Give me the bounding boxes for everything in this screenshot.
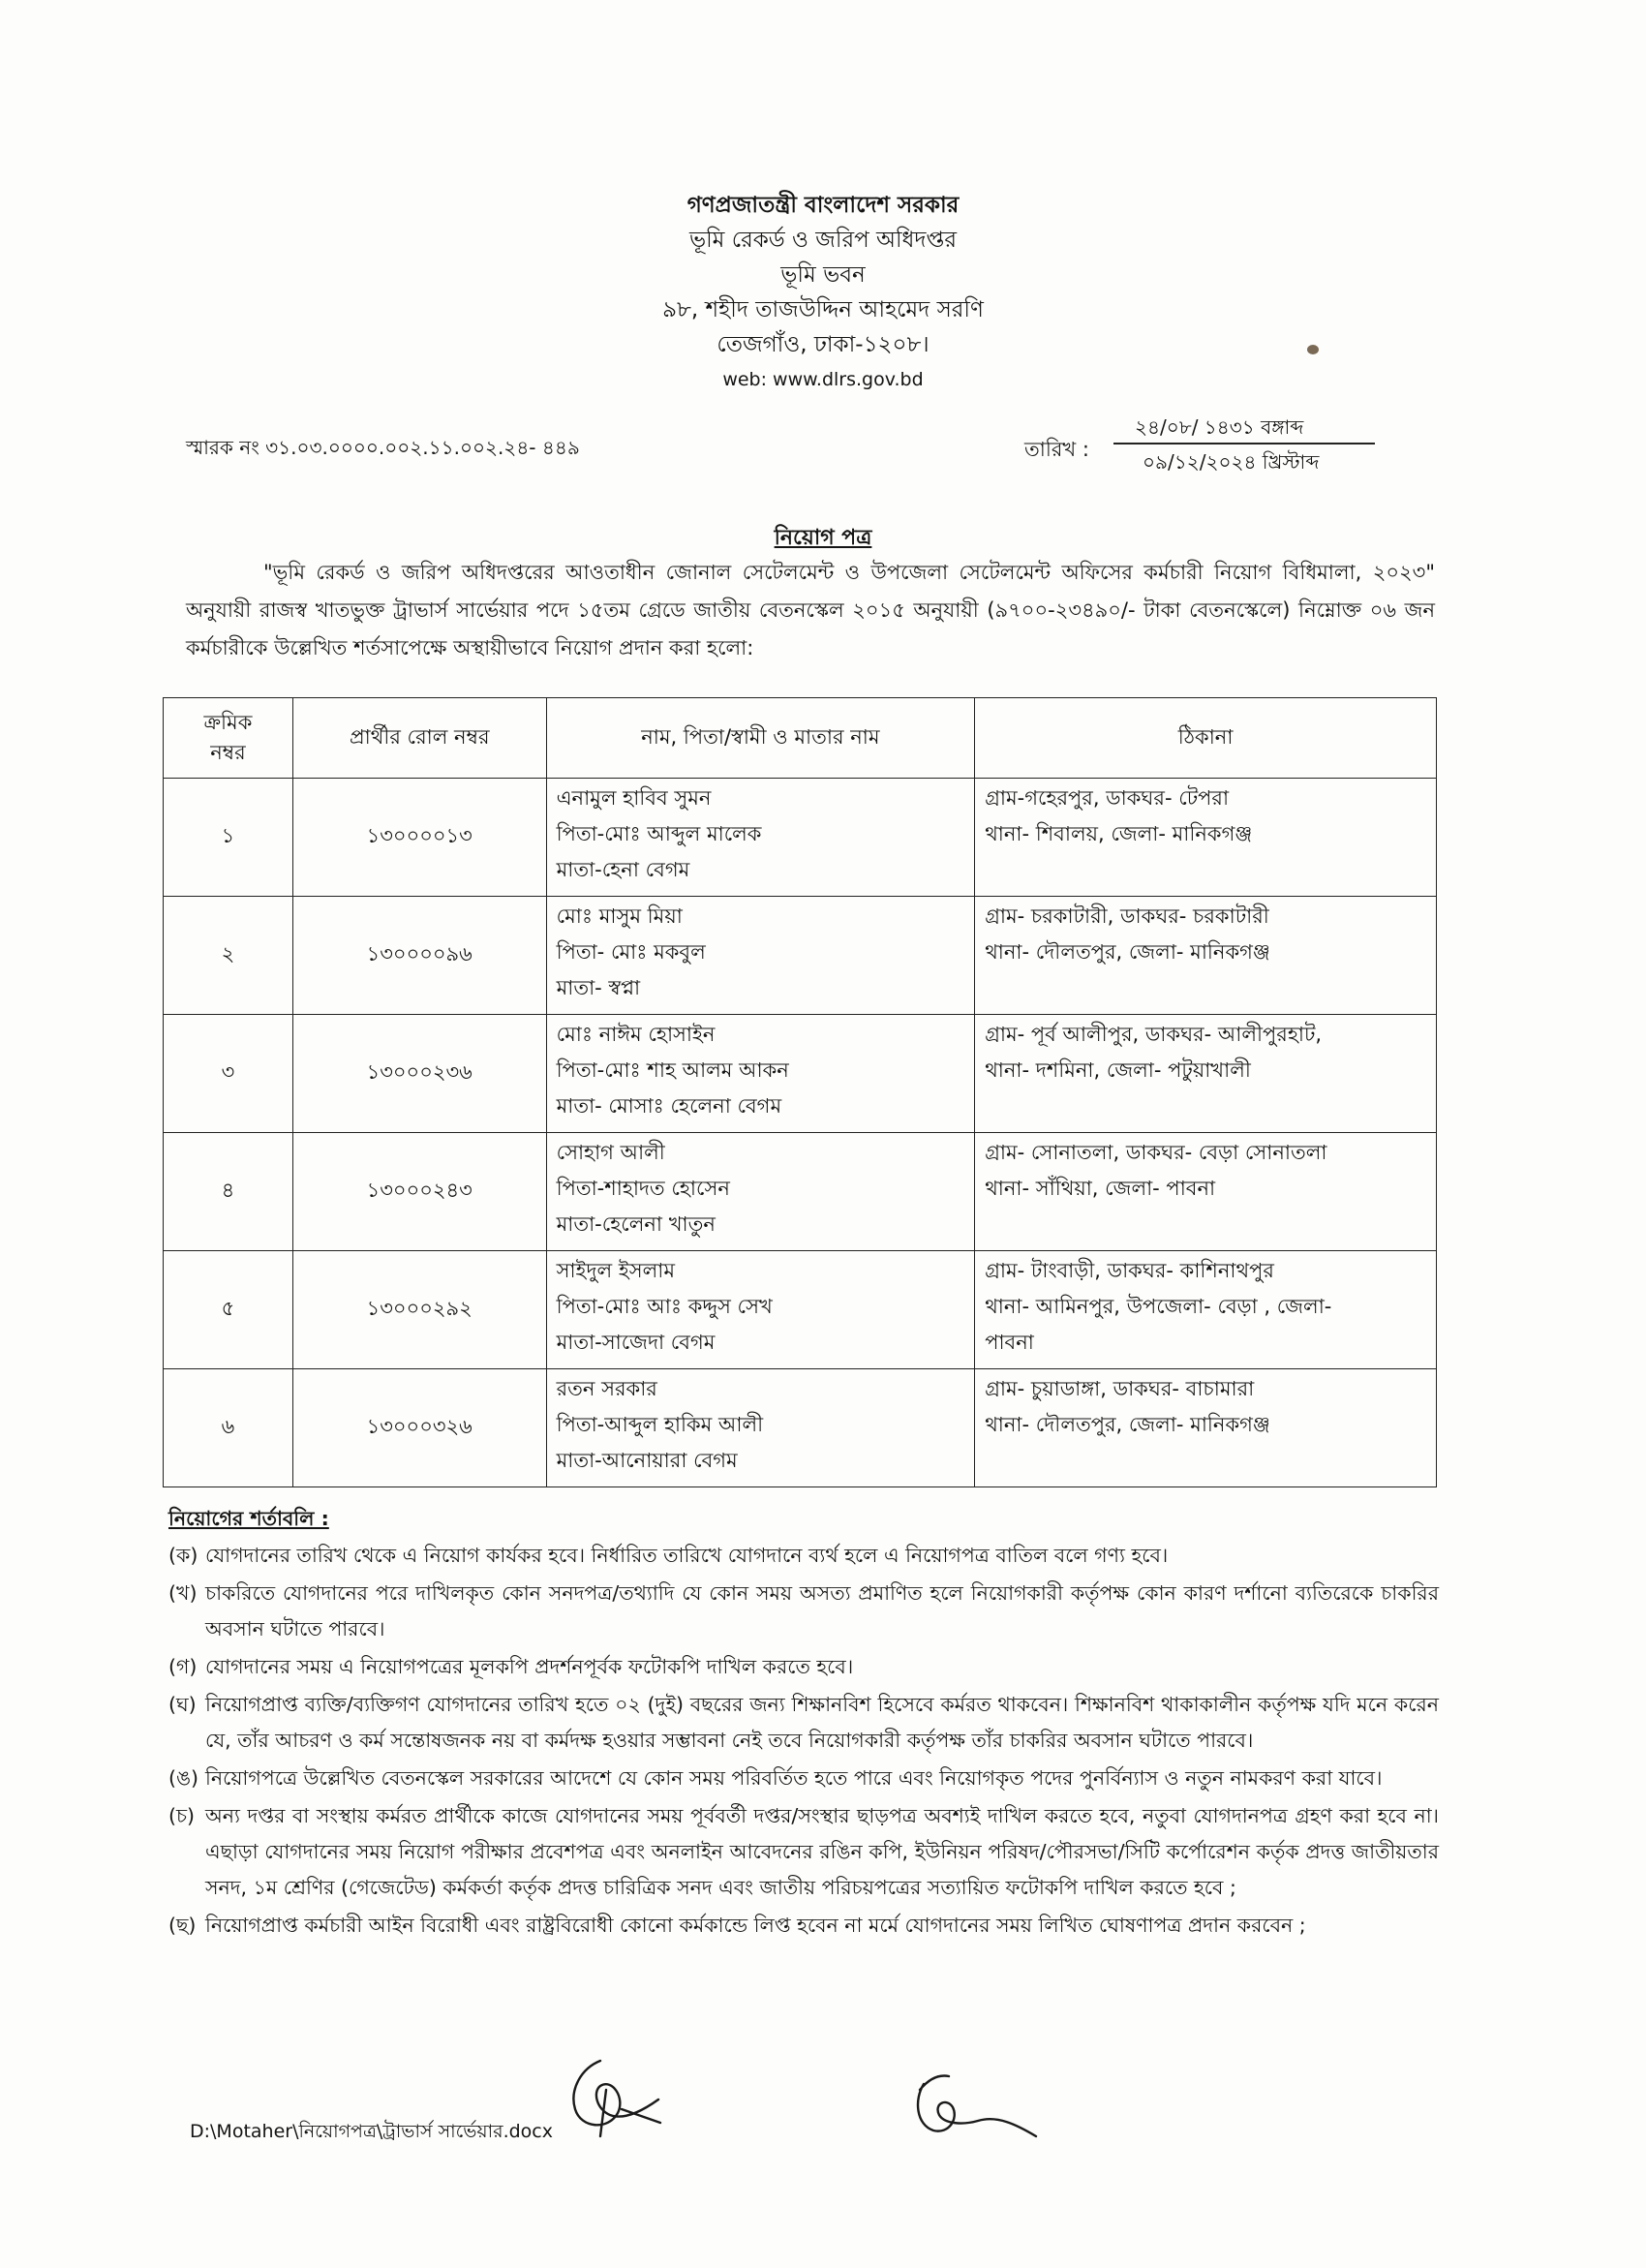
term-label: (খ): [168, 1581, 198, 1605]
address-line: থানা- সাঁথিয়া, জেলা- পাবনা: [985, 1177, 1216, 1200]
serial-cell: ৪: [164, 1133, 293, 1251]
name-line: মাতা-হেনা বেগম: [556, 858, 690, 881]
name-line: সাইদুল ইসলাম: [556, 1259, 676, 1282]
table-row: [164, 779, 1437, 897]
memo-reference: স্মারক নং ৩১.০৩.০০০০.০০২.১১.০০২.২৪- ৪৪৯: [186, 436, 580, 459]
file-path: D:\Motaher\নিয়োগপত্র\ট্রাভার্স সার্ভেয়ার.docx: [190, 2121, 553, 2142]
address-line: থানা- শিবালয়, জেলা- মানিকগঞ্জ: [985, 822, 1253, 845]
roll-cell: ১৩০০০০৯৬: [292, 897, 546, 1015]
header-name: নাম, পিতা/স্বামী ও মাতার নাম: [546, 698, 975, 779]
address-line: গ্রাম-গহেরপুর, ডাকঘর- টেপরা: [985, 786, 1230, 810]
address-line: থানা- দশমিনা, জেলা- পটুয়াখালী: [985, 1058, 1251, 1082]
department-name: ভূমি রেকর্ড ও জরিপ অধিদপ্তর: [688, 228, 958, 253]
government-name: গণপ্রজাতন্ত্রী বাংলাদেশ সরকার: [686, 193, 960, 218]
term-item: [168, 1576, 1439, 1647]
address-cell: [975, 1369, 1437, 1487]
name-line: পিতা-শাহাদত হোসেন: [556, 1177, 730, 1200]
term-text: চাকরিতে যোগদানের পরে দাখিলকৃত কোন সনদপত্র/তথ্যাদি যে কোন সময় অসত্য প্রমাণিত হলে নিয়োগকারী কর্তৃপক্ষ কোন কারণ দর্শানো ব্যতিরেকে চাকরির অবসান ঘটাতে পারবে।: [205, 1581, 1439, 1640]
intro-text: "ভূমি রেকর্ড ও জরিপ অধিদপ্তরের আওতাধীন জোনাল সেটেলমেন্ট ও উপজেলা সেটেলমেন্ট অফিসের কর্মচারী নিয়োগ বিধিমালা, ২০২৩" অনুযায়ী রাজস্ব খাতভুক্ত ট্রাভার্স সার্ভেয়ার পদে ১৫তম গ্রেডে জাতীয় বেতনস্কেল ২০১৫ অনুযায়ী (৯৭০০-২৩৪৯০/- টাকা বেতনস্কেলে) নিম্নোক্ত ০৬ জন কর্মচারীকে উল্লেখিত শর্তসাপেক্ষে অস্থায়ীভাবে নিয়োগ প্রদান করা হলো:: [186, 561, 1435, 659]
date-bangla: ২৪/০৮/ ১৪৩১ বঙ্গাব্দ: [1113, 412, 1375, 444]
address-line: গ্রাম- চুয়াডাঙ্গা, ডাকঘর- বাচামারা: [985, 1377, 1255, 1400]
term-item: [168, 1649, 1439, 1685]
signature-2: [910, 2065, 1046, 2152]
term-label: (ছ): [168, 1914, 197, 1937]
address-cell: [975, 1251, 1437, 1369]
table-row: [164, 1015, 1437, 1133]
table-row: [164, 1133, 1437, 1251]
header-address: ঠিকানা: [975, 698, 1437, 779]
address-cell: [975, 1133, 1437, 1251]
building-name: ভূমি ভবন: [780, 262, 866, 288]
term-label: (ঘ): [168, 1693, 197, 1716]
roll-cell: ১৩০০০২৩৬: [292, 1015, 546, 1133]
letter-title-wrap: [0, 521, 1646, 557]
table-row: [164, 1251, 1437, 1369]
letter-title: নিয়োগ পত্র: [774, 526, 872, 550]
appointee-table: [163, 697, 1437, 1487]
term-text: যোগদানের তারিখ থেকে এ নিয়োগ কার্যকর হবে। নির্ধারিত তারিখে যোগদানে ব্যর্থ হলে এ নিয়োগপত্র বাতিল বলে গণ্য হবে।: [205, 1544, 1169, 1567]
name-line: সোহাগ আলী: [556, 1141, 665, 1164]
term-item: [168, 1538, 1439, 1574]
header-roll: প্রার্থীর রোল নম্বর: [292, 698, 546, 779]
name-cell: [546, 1133, 975, 1251]
term-item: [168, 1687, 1439, 1759]
serial-cell: ২: [164, 897, 293, 1015]
letterhead: [0, 188, 1646, 397]
name-line: মাতা-হেলেনা খাতুন: [556, 1212, 716, 1236]
name-line: পিতা-মোঃ আঃ কদ্দুস সেখ: [556, 1295, 773, 1318]
term-label: (গ): [168, 1655, 198, 1678]
website: web: www.dlrs.gov.bd: [722, 369, 924, 390]
name-cell: [546, 1251, 975, 1369]
address-line: গ্রাম- সোনাতলা, ডাকঘর- বেড়া সোনাতলা: [985, 1141, 1327, 1164]
address-line: গ্রাম- পূর্ব আলীপুর, ডাকঘর- আলীপুরহাট,: [985, 1023, 1323, 1046]
name-line: পিতা-মোঃ আব্দুল মালেক: [556, 822, 762, 845]
name-line: মাতা- স্বপ্না: [556, 976, 641, 999]
name-line: পিতা- মোঃ মকবুল: [556, 940, 706, 964]
terms-list: [168, 1538, 1439, 1944]
address-line: থানা- দৌলতপুর, জেলা- মানিকগঞ্জ: [985, 940, 1270, 964]
address-line: গ্রাম- টাংবাড়ী, ডাকঘর- কাশিনাথপুর: [985, 1259, 1274, 1282]
name-line: মাতা-আনোয়ারা বেগম: [556, 1449, 738, 1472]
roll-cell: ১৩০০০৩২৬: [292, 1369, 546, 1487]
term-item: [168, 1798, 1439, 1906]
date-label: তারিখ :: [1024, 438, 1089, 461]
term-text: অন্য দপ্তর বা সংস্থায় কর্মরত প্রার্থীকে কাজে যোগদানের সময় পূর্ববর্তী দপ্তর/সংস্থার ছাড়পত্র অবশ্যই দাখিল করতে হবে, নতুবা যোগদানপত্র গ্রহণ করা হবে না। এছাড়া যোগদানের সময় নিয়োগ পরীক্ষার প্রবেশপত্র এবং অনলাইন আবেদনের রঙিন কপি, ইউনিয়ন পরিষদ/পৌরসভা/সিটি কর্পোরেশন কর্তৃক প্রদত্ত জাতীয়তার সনদ, ১ম শ্রেণির (গেজেটেড) কর্মকর্তা কর্তৃক প্রদত্ত চারিত্রিক সনদ এবং জাতীয় পরিচয়পত্রের সত্যায়িত ফটোকপি দাখিল করতে হবে ;: [205, 1804, 1439, 1899]
name-cell: [546, 779, 975, 897]
name-line: রতন সরকার: [556, 1377, 657, 1400]
term-text: নিয়োগপ্রাপ্ত ব্যক্তি/ব্যক্তিগণ যোগদানের তারিখ হতে ০২ (দুই) বছরের জন্য শিক্ষানবিশ হিসেবে কর্মরত থাকবেন। শিক্ষানবিশ থাকাকালীন কর্তৃপক্ষ যদি মনে করেন যে, তাঁর আচরণ ও কর্ম সন্তোষজনক নয় বা কর্মদক্ষ হওয়ার সম্ভাবনা নেই তবে নিয়োগকারী কর্তৃপক্ষ তাঁর চাকরির অবসান ঘটাতে পারবে।: [205, 1693, 1439, 1752]
address-cell: [975, 897, 1437, 1015]
serial-cell: ৬: [164, 1369, 293, 1487]
street-address: ৯৮, শহীদ তাজউদ্দিন আহমেদ সরণি: [662, 297, 984, 322]
ink-spot: [1307, 345, 1319, 354]
name-line: মোঃ মাসুম মিয়া: [556, 904, 683, 928]
intro-paragraph: [186, 554, 1435, 667]
serial-cell: ৫: [164, 1251, 293, 1369]
term-text: নিয়োগপ্রাপ্ত কর্মচারী আইন বিরোধী এবং রাষ্ট্রবিরোধী কোনো কর্মকান্ডে লিপ্ত হবেন না মর্মে যোগদানের সময় লিখিত ঘোষণাপত্র প্রদান করবেন ;: [205, 1914, 1306, 1937]
terms-heading: নিয়োগের শর্তাবলি :: [168, 1507, 329, 1530]
term-text: নিয়োগপত্রে উল্লেখিত বেতনস্কেল সরকারের আদেশে যে কোন সময় পরিবর্তিত হতে পারে এবং নিয়োগকৃত পদের পুনর্বিন্যাস ও নতুন নামকরণ করা যাবে।: [205, 1766, 1383, 1790]
address-line: থানা- দৌলতপুর, জেলা- মানিকগঞ্জ: [985, 1413, 1270, 1436]
term-label: (ঙ): [168, 1766, 199, 1790]
name-line: মাতা- মোসাঃ হেলেনা বেগম: [556, 1094, 782, 1118]
term-text: যোগদানের সময় এ নিয়োগপত্রের মূলকপি প্রদর্শনপূর্বক ফটোকপি দাখিল করতে হবে।: [205, 1655, 854, 1678]
signature-1: [562, 2051, 668, 2138]
name-line: পিতা-মোঃ শাহ আলম আকন: [556, 1058, 789, 1082]
name-line: পিতা-আব্দুল হাকিম আলী: [556, 1413, 764, 1436]
address-line: গ্রাম- চরকাটারী, ডাকঘর- চরকাটারী: [985, 904, 1269, 928]
name-cell: [546, 1015, 975, 1133]
term-item: [168, 1761, 1439, 1796]
name-cell: [546, 1369, 975, 1487]
address-cell: [975, 1015, 1437, 1133]
header-serial: [164, 698, 293, 779]
name-cell: [546, 897, 975, 1015]
name-line: মোঃ নাঈম হোসাইন: [556, 1023, 716, 1046]
date-english: ০৯/১২/২০২৪ খ্রিস্টাব্দ: [1143, 450, 1320, 474]
roll-cell: ১৩০০০০১৩: [292, 779, 546, 897]
terms-section: [168, 1499, 1439, 1946]
term-label: (চ): [168, 1804, 196, 1827]
address-line: পাবনা: [985, 1331, 1034, 1354]
term-item: [168, 1908, 1439, 1944]
name-line: এনামুল হাবিব সুমন: [556, 786, 712, 810]
address-line: থানা- আমিনপুর, উপজেলা- বেড়া , জেলা-: [985, 1295, 1332, 1318]
table-header-row: [164, 698, 1437, 779]
roll-cell: ১৩০০০২৪৩: [292, 1133, 546, 1251]
term-label: (ক): [168, 1544, 198, 1567]
date-block: [1113, 412, 1375, 477]
header-serial-text: ক্রমিক নম্বর: [203, 711, 253, 764]
serial-cell: ১: [164, 779, 293, 897]
city-address: তেজগাঁও, ঢাকা-১২০৮।: [716, 332, 930, 357]
roll-cell: ১৩০০০২৯২: [292, 1251, 546, 1369]
address-cell: [975, 779, 1437, 897]
serial-cell: ৩: [164, 1015, 293, 1133]
table-row: [164, 897, 1437, 1015]
name-line: মাতা-সাজেদা বেগম: [556, 1331, 716, 1354]
table-row: [164, 1369, 1437, 1487]
